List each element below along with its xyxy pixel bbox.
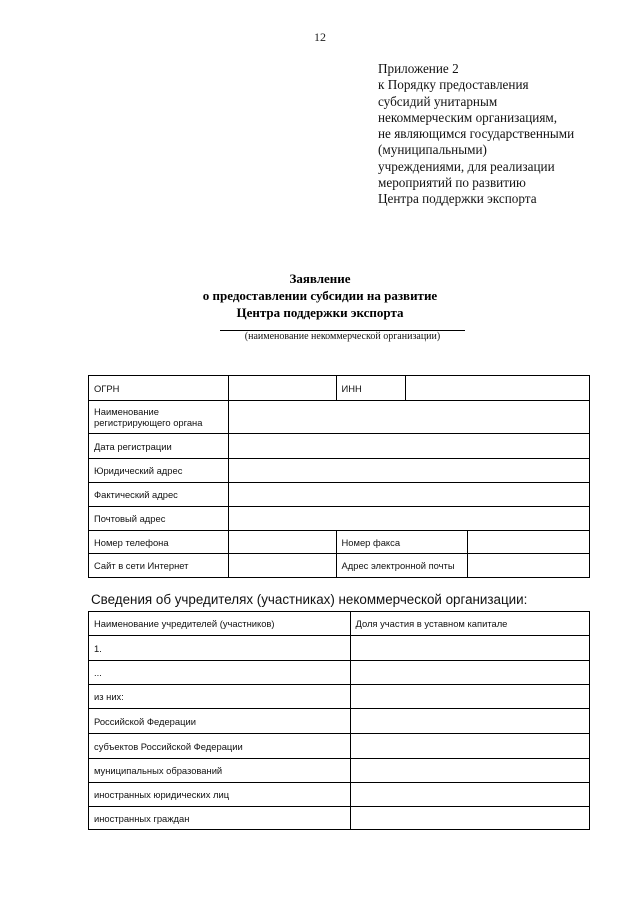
table-row [89, 685, 590, 709]
founder-row-label: из них: [89, 685, 351, 709]
table-row [89, 459, 590, 483]
col-header-name: Наименование учредителей (участников) [89, 612, 351, 636]
table-row [89, 507, 590, 531]
founder-share-field[interactable] [350, 759, 590, 783]
table-row [89, 531, 590, 554]
founder-share-field[interactable] [350, 685, 590, 709]
founder-share-field[interactable] [350, 807, 590, 830]
founders-table [88, 611, 590, 830]
phone-label: Номер телефона [89, 531, 229, 554]
appendix-line: Приложение 2 [378, 61, 459, 76]
founder-share-field[interactable] [350, 661, 590, 685]
appendix-line: Центра поддержки экспорта [378, 191, 537, 207]
reg-authority-field[interactable] [228, 401, 589, 434]
table-row [89, 709, 590, 734]
table-row [89, 401, 590, 434]
table-row [89, 483, 590, 507]
col-header-share: Доля участия в уставном капитале [350, 612, 590, 636]
founder-row-label: 1. [89, 636, 351, 661]
actual-address-field[interactable] [228, 483, 589, 507]
website-field[interactable] [228, 554, 336, 578]
appendix-line: не являющимся государственными [378, 126, 575, 142]
ogrn-field[interactable] [228, 376, 336, 401]
fax-field[interactable] [468, 531, 590, 554]
phone-field[interactable] [228, 531, 336, 554]
inn-field[interactable] [406, 376, 590, 401]
postal-address-label: Почтовый адрес [89, 507, 229, 531]
table-row [89, 734, 590, 759]
founder-row-label: иностранных граждан [89, 807, 351, 830]
organization-info-table [88, 375, 590, 578]
founder-row-label: Российской Федерации [89, 709, 351, 734]
actual-address-label: Фактический адрес [89, 483, 229, 507]
table-row [89, 661, 590, 685]
table-row [89, 376, 590, 401]
legal-address-field[interactable] [228, 459, 589, 483]
appendix-line: мероприятий по развитию [378, 175, 526, 191]
appendix-line: к Порядку предоставления [378, 77, 529, 93]
fax-label: Номер факса [336, 531, 468, 554]
table-header-row [89, 612, 590, 636]
reg-authority-label: Наименование регистрирующего органа [89, 401, 229, 434]
founder-share-field[interactable] [350, 636, 590, 661]
legal-address-label: Юридический адрес [89, 459, 229, 483]
founder-share-field[interactable] [350, 783, 590, 807]
founder-share-field[interactable] [350, 734, 590, 759]
org-name-caption: (наименование некоммерческой организации) [244, 331, 441, 342]
document-title [0, 270, 640, 321]
founder-row-label: муниципальных образований [89, 759, 351, 783]
table-row [89, 554, 590, 578]
founder-row-label: ... [89, 661, 351, 685]
ogrn-label: ОГРН [89, 376, 229, 401]
postal-address-field[interactable] [228, 507, 589, 531]
email-field[interactable] [468, 554, 590, 578]
table-row [89, 783, 590, 807]
inn-label: ИНН [336, 376, 406, 401]
appendix-line: учреждениями, для реализации [378, 158, 555, 174]
founder-row-label: иностранных юридических лиц [89, 783, 351, 807]
table-row [89, 434, 590, 459]
appendix-line: некоммерческим организациям, [378, 109, 558, 125]
title-line: о предоставлении субсидии на развитие [202, 288, 438, 303]
appendix-note [378, 61, 628, 208]
website-label: Сайт в сети Интернет [89, 554, 229, 578]
appendix-line: (муниципальными) [378, 142, 487, 158]
founder-row-label: субъектов Российской Федерации [89, 734, 351, 759]
table-row [89, 636, 590, 661]
table-row [89, 759, 590, 783]
table-row [89, 807, 590, 830]
title-line: Центра поддержки экспорта [236, 305, 404, 320]
title-line: Заявление [289, 271, 351, 286]
appendix-line: субсидий унитарным [378, 93, 498, 109]
reg-date-field[interactable] [228, 434, 589, 459]
founders-heading: Сведения об учредителях (участниках) некоммерческой организации: [91, 592, 528, 607]
founder-share-field[interactable] [350, 709, 590, 734]
email-label: Адрес электронной почты [336, 554, 468, 578]
reg-date-label: Дата регистрации [89, 434, 229, 459]
page-number: 12 [314, 30, 326, 44]
